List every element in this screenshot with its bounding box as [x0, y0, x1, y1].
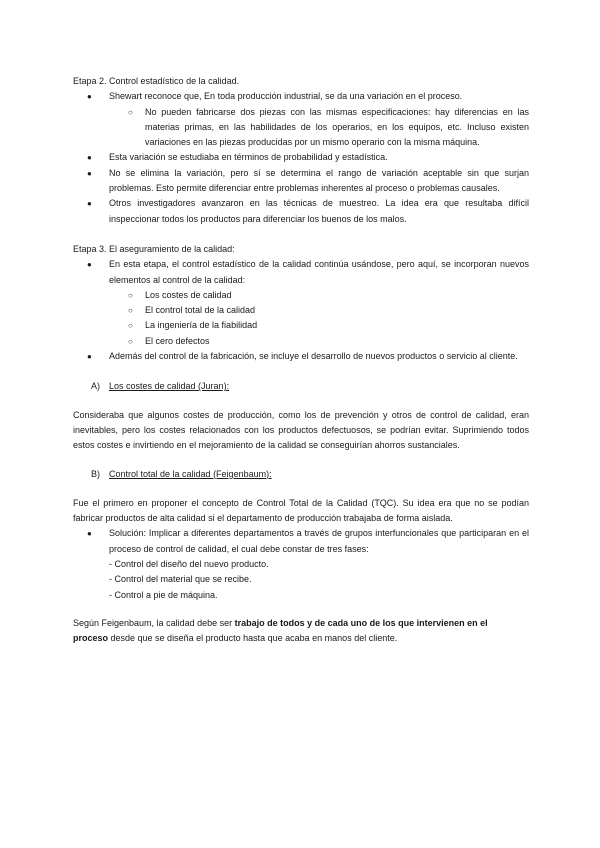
bullet-icon: ● — [87, 153, 92, 163]
list-item-text: Solución: Implicar a diferentes departamentos a través de grupos interfuncionales que participaran en el proceso de control de calidad, el cual debe constar de tres fases: — [109, 528, 529, 554]
sub-list-item-text: No pueden fabricarse dos piezas con las mismas especificaciones: hay diferencias en las materias primas, en las habilidades de los operarios, en los equipos, etc. Incluso existen variaciones en las piezas producidas por un mismo operario con la misma máquina. — [145, 106, 529, 148]
list-item-text: En esta etapa, el control estadístico de la calidad continúa usándose, pero aquí, se incorporan nuevos elementos al control de la calidad: — [109, 259, 529, 285]
etapa2-bullet-list — [73, 89, 529, 227]
spacer — [73, 227, 529, 242]
phase-line: - Control a pie de máquina. — [109, 589, 218, 600]
section-b-heading — [73, 467, 529, 482]
circle-bullet-icon: ○ — [128, 290, 133, 300]
list-item-text: Otros investigadores avanzaron en las técnicas de muestreo. La idea era que resultaba difícil inspeccionar todos los productos para diferenciar los buenos de los malos. — [109, 198, 529, 224]
list-item-text: Esta variación se estudiaba en términos de probabilidad y estadística. — [109, 152, 388, 163]
phase-line: - Control del diseño del nuevo producto. — [109, 559, 269, 570]
spacer — [73, 454, 529, 467]
bullet-icon: ● — [87, 199, 92, 209]
sub-list-item — [73, 318, 529, 333]
section-b-paragraph: Fue el primero en proponer el concepto de Control Total de la Calidad (TQC). Su idea era que no se podían fabricar productos de alta calidad si el departamento de producción trabajaba de forma aislada. — [73, 497, 529, 524]
spacer — [73, 395, 529, 408]
closing-bold-2: proceso — [73, 633, 109, 644]
bullet-icon: ● — [87, 92, 92, 102]
circle-bullet-icon: ○ — [128, 336, 133, 346]
sub-list-item — [73, 288, 529, 303]
spacer — [73, 482, 529, 496]
circle-bullet-icon: ○ — [128, 107, 133, 117]
sub-list-item — [73, 105, 529, 151]
document-content — [73, 74, 529, 647]
list-item — [73, 150, 529, 165]
list-item — [73, 349, 529, 364]
list-item — [73, 166, 529, 197]
sub-list-item — [73, 303, 529, 318]
sub-list-item-text: La ingeniería de la fiabilidad — [145, 320, 258, 331]
bullet-icon: ● — [87, 168, 92, 178]
bullet-icon: ● — [87, 352, 92, 362]
list-item — [73, 526, 529, 557]
section-a-title: Los costes de calidad (Juran): — [109, 381, 230, 392]
section-b-bullet-list — [73, 526, 529, 557]
sub-list-item-text: El cero defectos — [145, 335, 210, 346]
sub-list-item — [73, 334, 529, 349]
spacer — [73, 364, 529, 379]
sub-list-item-text: El control total de la calidad — [145, 305, 256, 316]
section-a-paragraph: Consideraba que algunos costes de producción, como los de prevención y otros de control de calidad, eran inevitables, pero los costes relacionados con los productos defectuosos, se podrían evitar. Suprimiendo todos estos costes e invirtiendo en el mejoramiento de la calidad se conseguirían ahorros sustanciales. — [73, 409, 529, 451]
sub-list-item-text: Los costes de calidad — [145, 289, 232, 300]
closing-bold-1: trabajo de todos y de cada uno de los que intervienen en el — [234, 617, 488, 628]
bullet-icon: ● — [87, 529, 92, 539]
section-a-heading — [73, 379, 529, 394]
list-item — [73, 196, 529, 227]
etapa3-bullet-list — [73, 257, 529, 364]
section-a-marker: A) — [91, 381, 100, 392]
spacer — [73, 603, 529, 616]
closing-suffix: desde que se diseña el producto hasta que acaba en manos del cliente. — [108, 633, 398, 644]
list-item-text: Shewart reconoce que, En toda producción industrial, se da una variación en el proceso. — [109, 91, 463, 102]
closing-prefix: Según Feigenbaum, la calidad debe ser — [73, 617, 235, 628]
etapa3-heading: Etapa 3. El aseguramiento de la calidad: — [73, 243, 235, 254]
phase-line: - Control del material que se recibe. — [109, 574, 252, 585]
list-item-text: No se elimina la variación, pero sí se determina el rango de variación aceptable sin que surjan problemas. Esto permite diferenciar entre problemas inherentes al proceso o problemas causales. — [109, 167, 529, 194]
circle-bullet-icon: ○ — [128, 321, 133, 331]
bullet-icon: ● — [87, 260, 92, 270]
etapa2-heading: Etapa 2. Control estadístico de la calidad. — [73, 76, 240, 86]
section-b-title: Control total de la calidad (Feigenbaum): — [109, 468, 272, 479]
list-item-text: Además del control de la fabricación, se incluye el desarrollo de nuevos productos o servicio al cliente. — [109, 351, 518, 362]
circle-bullet-icon: ○ — [128, 306, 133, 316]
section-b-marker: B) — [91, 468, 100, 479]
list-item — [73, 89, 529, 104]
closing-paragraph — [73, 616, 529, 647]
list-item — [73, 257, 529, 288]
